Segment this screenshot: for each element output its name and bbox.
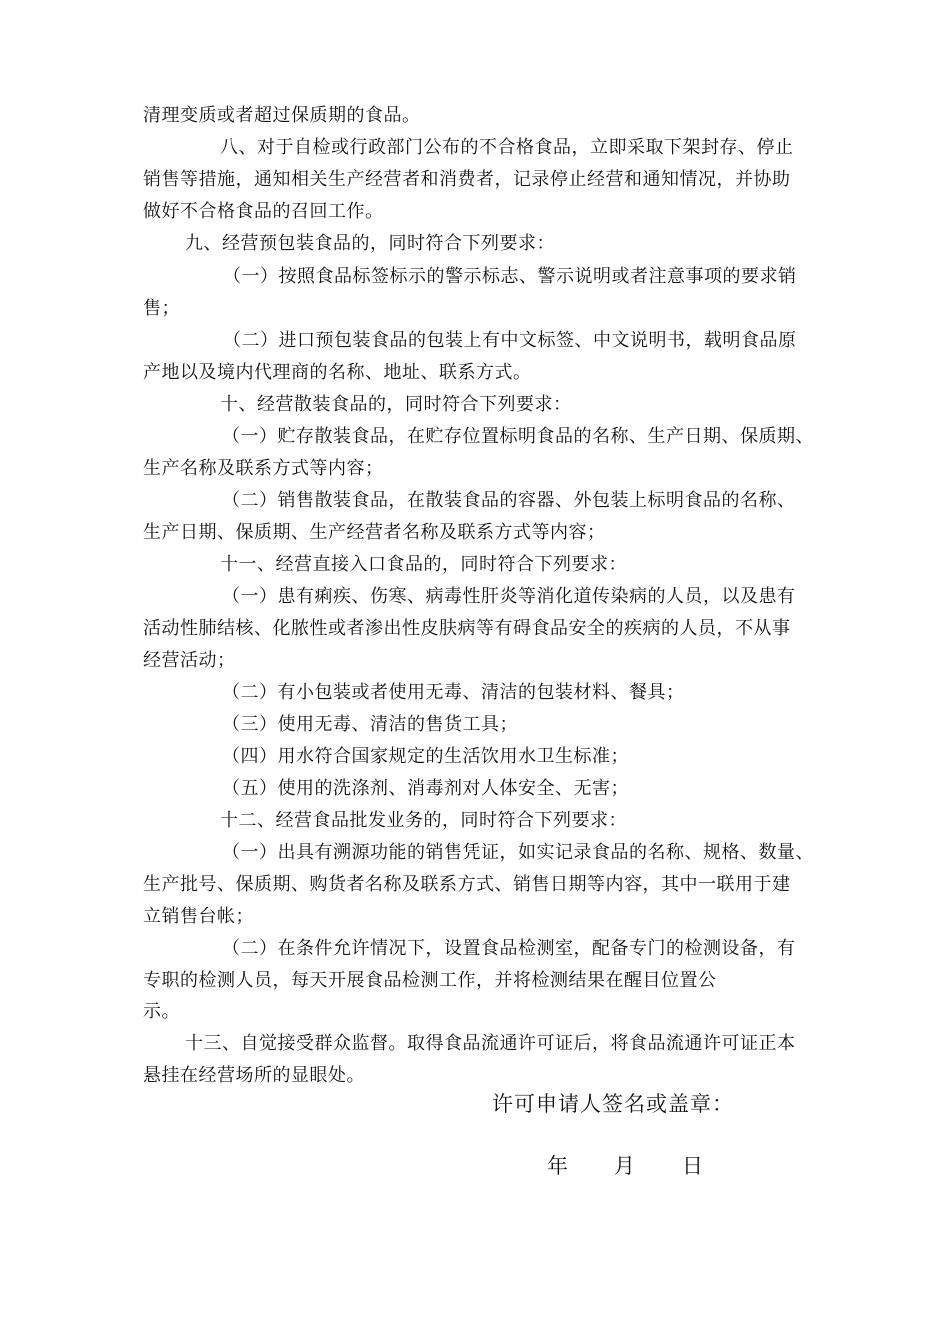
text-line: 悬挂在经营场所的显眼处。 (143, 1065, 365, 1086)
text-line: 生产名称及联系方式等内容； (143, 458, 384, 479)
text-line: （一）按照食品标签标示的警示标志、警示说明或者注意事项的要求销 (223, 266, 797, 287)
text-line: （三）使用无毒、清洁的售货工具； (222, 714, 518, 735)
text-line: 示。 (143, 1001, 180, 1022)
text-line: 立销售台帐； (143, 906, 254, 927)
text-line: 售； (143, 298, 180, 319)
text-line: 生产批号、保质期、购货者名称及联系方式、销售日期等内容，其中一联用于建 (143, 874, 791, 895)
text-line: 十、经营散装食品的，同时符合下列要求： (220, 394, 572, 415)
text-line: 清理变质或者超过保质期的食品。 (143, 105, 421, 126)
date-year-label: 年 (547, 1154, 569, 1178)
text-line: （一）出具有溯源功能的销售凭证，如实记录食品的名称、规格、数量、 (222, 842, 814, 863)
text-line: （五）使用的洗涤剂、消毒剂对人体安全、无害； (222, 778, 629, 799)
date-month-label: 月 (614, 1154, 636, 1178)
text-line: 九、经营预包装食品的，同时符合下列要求： (185, 233, 555, 254)
text-line: 销售等措施，通知相关生产经营者和消费者，记录停止经营和通知情况，并协助 (143, 169, 791, 190)
text-line: 做好不合格食品的召回工作。 (143, 201, 384, 222)
text-line: 专职的检测人员，每天开展食品检测工作，并将检测结果在醒目位置公 (143, 970, 717, 991)
text-line: 八、对于自检或行政部门公布的不合格食品，立即采取下架封存、停止 (220, 137, 794, 158)
text-line: 生产日期、保质期、生产经营者名称及联系方式等内容； (143, 522, 606, 543)
signature-label: 许可申请人签名或盖章： (492, 1092, 734, 1116)
text-line: 十一、经营直接入口食品的，同时符合下列要求： (220, 554, 627, 575)
text-line: 活动性肺结核、化脓性或者渗出性皮肤病等有碍食品安全的疾病的人员，不从事 (143, 618, 791, 639)
text-line: （二）进口预包装食品的包装上有中文标签、中文说明书，载明食品原 (223, 330, 797, 351)
text-line: （一）贮存散装食品，在贮存位置标明食品的名称、生产日期、保质期、 (222, 426, 814, 447)
text-line: （二）销售散装食品，在散装食品的容器、外包装上标明食品的名称、 (222, 490, 796, 511)
text-line: （一）患有痢疾、伤寒、病毒性肝炎等消化道传染病的人员，以及患有 (222, 586, 796, 607)
date-day-label: 日 (682, 1154, 704, 1178)
text-line: 经营活动； (143, 650, 236, 671)
text-line: （二）有小包装或者使用无毒、清洁的包装材料、餐具； (222, 682, 685, 703)
text-line: 十二、经营食品批发业务的，同时符合下列要求： (220, 810, 627, 831)
text-line: 产地以及境内代理商的名称、地址、联系方式。 (143, 362, 532, 383)
text-line: （二）在条件允许情况下，设置食品检测室，配备专门的检测设备，有 (222, 938, 796, 959)
text-line: （四）用水符合国家规定的生活饮用水卫生标准； (222, 746, 629, 767)
text-line: 十三、自觉接受群众监督。取得食品流通许可证后，将食品流通许可证正本 (185, 1033, 796, 1054)
